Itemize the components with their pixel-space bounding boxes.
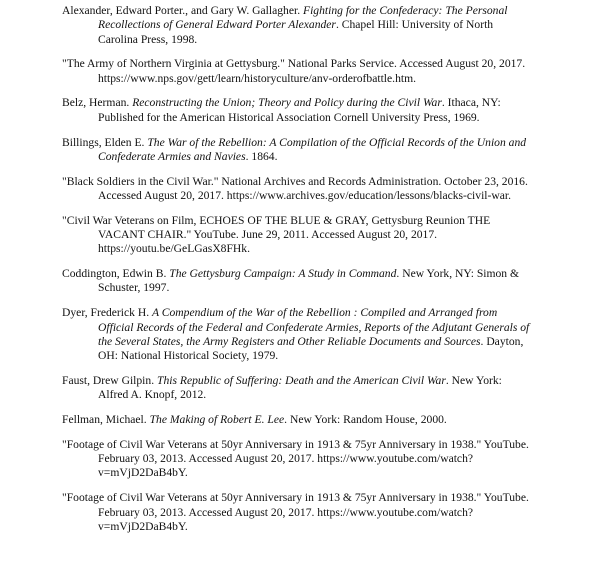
bibliography-entry: [62, 175, 532, 204]
entry-text: Dyer, Frederick H.: [62, 306, 152, 320]
entry-publication: . Dayton, OH: National Historical Society, 1979.: [98, 334, 524, 363]
entry-title: The Gettysburg Campaign: A Study in Command: [169, 267, 397, 281]
bibliography-entry: [62, 136, 532, 165]
entry-text: Belz, Herman.: [62, 96, 133, 110]
entry-text: Coddington, Edwin B.: [62, 267, 170, 281]
entry-title: Fighting for the Confederacy: The Personal Recollections of General Edward Porter Alexander: [98, 4, 508, 32]
entry-text: Billings, Elden E.: [62, 135, 148, 149]
entry-publication: . New York: Random House, 2000.: [284, 413, 447, 427]
entry-title: The Making of Robert E. Lee: [149, 413, 285, 427]
entry-publication: . Ithaca, NY: Published for the American Historical Association Cornell University Press, 1969.: [98, 96, 501, 124]
entry-title: A Compendium of the War of the Rebellion : Compiled and Arranged from Official Records of the Federal and Confederate Armies, Reports of the Adjutant Generals of the Several States, the Army Registers and Other Reliable Documents and Sources: [98, 306, 530, 348]
bibliography-entry: [62, 413, 532, 427]
bibliography-entry: [62, 267, 532, 296]
bibliography-entry: [62, 306, 532, 363]
entry-text: "Black Soldiers in the Civil War." National Archives and Records Administration. October 23, 2016. Accessed August 20, 2017. https://www.archives.gov/education/lessons/blacks-civil-war.: [62, 174, 528, 202]
bibliography-entry: [62, 214, 532, 257]
entry-publication: . New York: Alfred A. Knopf, 2012.: [98, 373, 502, 402]
entry-title: This Republic of Suffering: Death and the American Civil War: [157, 373, 446, 387]
entry-publication: . Chapel Hill: University of North Carolina Press, 1998.: [98, 18, 494, 46]
bibliography-entry: [62, 374, 532, 403]
bibliography-entry: [62, 96, 532, 125]
bibliography-entry: [62, 491, 532, 534]
entry-title: Reconstructing the Union; Theory and Policy during the Civil War: [132, 96, 442, 110]
bibliography-list: [62, 4, 532, 545]
bibliography-entry: [62, 438, 532, 481]
entry-text: Fellman, Michael.: [62, 413, 150, 427]
entry-publication: . 1864.: [245, 149, 278, 163]
entry-text: "Footage of Civil War Veterans at 50yr Anniversary in 1913 & 75yr Anniversary in 1938." YouTube. February 03, 2013. Accessed August 20, 2017. https://www.youtube.com/watch?v=mVjD2DaB4bY.: [62, 437, 529, 480]
entry-publication: . New York, NY: Simon & Schuster, 1997.: [98, 267, 520, 295]
entry-text: "The Army of Northern Virginia at Gettysburg." National Parks Service. Accessed August 20, 2017. https://www.nps.gov/gett/learn/historyculture/anv-orderofbattle.htm.: [62, 57, 526, 85]
entry-text: "Footage of Civil War Veterans at 50yr Anniversary in 1913 & 75yr Anniversary in 1938." YouTube. February 03, 2013. Accessed August 20, 2017. https://www.youtube.com/watch?v=mVjD2DaB4bY.: [62, 491, 529, 533]
bibliography-entry: [62, 57, 532, 86]
entry-text: Alexander, Edward Porter., and Gary W. Gallagher.: [62, 4, 303, 17]
bibliography-entry: [62, 4, 532, 47]
entry-text: "Civil War Veterans on Film, ECHOES OF THE BLUE & GRAY, Gettysburg Reunion THE VACANT CHAIR." YouTube. June 29, 2011. Accessed August 20, 2017. https://youtu.be/GeLGasX8FHk.: [62, 213, 491, 256]
entry-text: Faust, Drew Gilpin.: [62, 373, 157, 387]
entry-title: The War of the Rebellion: A Compilation of the Official Records of the Union and Confederate Armies and Navies: [98, 135, 527, 163]
